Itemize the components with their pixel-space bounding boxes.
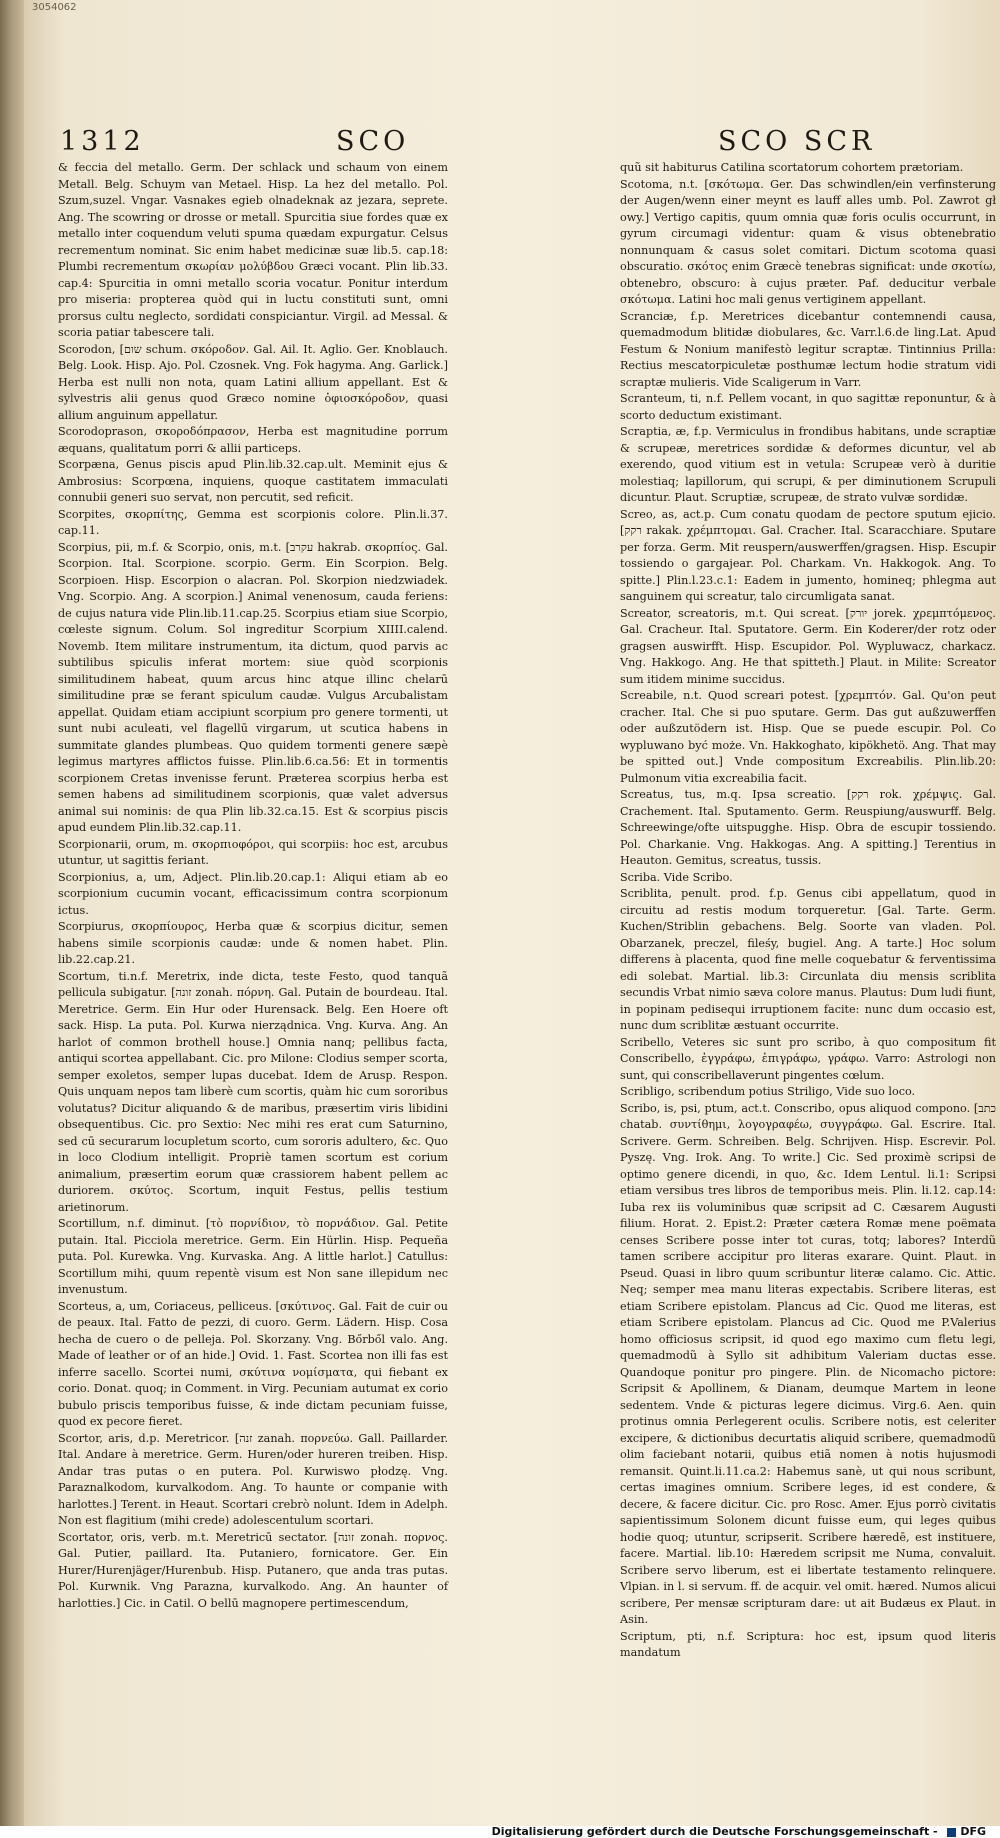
dictionary-entry: Scorpiurus, σκορπίουρος, Herba quæ & scorpius dicitur, semen habens simile scorpionis caudæ: unde & nomen habet. Plin. lib.22.cap.21. (58, 920, 448, 966)
digitization-footer (0, 1826, 1000, 1837)
dictionary-entry: Scotoma, n.t. [σκότωμα. Ger. Das schwindlen/ein verfinsterung der Augen/wenn einer meynt es lauff alles umb. Pol. Zawrot gł owy.] Vertigo capitis, quum omnia quæ foris oculis occurrunt, in gyrum circumagi videntur: quam & visus obtenebratio nonnunquam & casus solet comitari. Dictum scotoma quasi obscuratio. σκότος enim Græcè tenebras significat: unde σκοτίω, obtenebro, obscuro: à cujus præter. Paf. deducitur verbale σκότωμα. Latini hoc mali genus vertiginem appellant. (620, 177, 996, 306)
dictionary-entry: Scortum, ti.n.f. Meretrix, inde dicta, teste Festo, quod tanquã pellicula subigatur. [זונה zonah. πόρνη. Gal. Putain de bourdeau. Ital. Meretrice. Germ. Ein Hur oder Hurensack. Belg. Een Hoere oft sack. Hisp. La puta. Pol. Kurwa nierządnica. Vng. Kurva. Ang. An harlot of common brothell house.] Omnia nanq; pellibus facta, antiqui scortea appellabant. Cic. pro Milone: Clodius semper scorta, semper exoletos, semper lupas ducebat. Idem de Arusp. Respon. Quis unquam nepos tam liberè cum scortis, quàm hic cum sororibus volutatus? Dicitur aliquando & de maribus, præsertim viris libidini obsequentibus. Cic. pro Sextio: Nec mihi res erat cum Saturnino, sed cū securarum locupletum scorto, cum sororis adultero, &c. Quo in loco Clodium intelligit. Propriè tamen scortum est corium animalium, præsertim eorum quæ crassiorem habent pellem ac duriorem. σκύτος. Scortum, inquit Festus, pellis testium arietinorum. (58, 969, 448, 1214)
dictionary-entry: Scorpionius, a, um, Adject. Plin.lib.20.cap.1: Aliqui etiam ab eo scorpionium cucumin vocant, efficacissimum contra scorpionum ictus. (58, 870, 448, 917)
dictionary-entry: quũ sit habiturus Catilina scortatorum cohortem prætoriam. (620, 161, 964, 174)
dictionary-entry: Scorteus, a, um, Coriaceus, pelliceus. [σκύτινος. Gal. Fait de cuir ou de peaux. Ital. Fatto de pezzi, di cuoro. Germ. Lädern. Hisp. Cosa hecha de cuero o de pelleja. Pol. Skorzany. Vng. Bőrből valo. Ang. Made of leather or of an hide.] Ovid. 1. Fast. Scortea non illi fas est inferre sacello. Scortei numi, σκύτινα νομίσματα, qui fiebant ex corio. Donat. quoq; in Comment. in Virg. Pecuniam autumat ex corio bubulo priscis temporibus fuisse, & inde dictam pecuniam fuisse, quod ex pecore fieret. (58, 1299, 448, 1428)
dictionary-entry: Scriptum, pti, n.f. Scriptura: hoc est, ipsum quod literis mandatum (620, 1629, 996, 1659)
dictionary-entry: Scranteum, ti, n.f. Pellem vocant, in quo sagittæ reponuntur, & à scorto deductum existimant. (620, 392, 996, 422)
dictionary-entry: Scranciæ, f.p. Meretrices dicebantur contemnendi causa, quemadmodum blitidæ diobulares, &c. Varr.l.6.de ling.Lat. Apud Festum & Nonium manifestò legitur scraptæ. Tintinnius Prilla: Rectius mescatorpiculetæ posthumæ lectum hodie stratum vidi scraptæ mulieris. Vide Scaligerum in Varr. (620, 309, 996, 389)
dictionary-entry: Scortor, aris, d.p. Meretricor. [זנה zanah. πορνεύω. Gall. Paillarder. Ital. Andare à meretrice. Germ. Huren/oder hureren treiben. Hisp. Andar tras putas o en putera. Pol. Kurwiswo płodzę. Vng. Paraznalkodom, kurvalkodom. Ang. To haunte or companie with harlottes.] Terent. in Heaut. Scortari crebrò nolunt. Idem in Adelph. Non est flagitium (mihi crede) adolescentulum scortari. (58, 1431, 449, 1527)
dictionary-entry: & feccia del metallo. Germ. Der schlack und schaum von einem Metall. Belg. Schuym van Metael. Hisp. La hez del metallo. Pol. Szum,suzel. Vngar. Vasnakes egieb olnadeknak az jezara, seprete. Ang. The scowring or drosse or metall. Spurcitia siue fordes quæ ex metallo inter coquendum veluti spuma quædam expurgatur. Celsus recrementum nominat. Sic enim habet medicinæ suæ lib.5. cap.18: Plumbi recrementum σκωρίαν μολύβδου Græci vocant. Plin lib.33. cap.4: Spurcitia in omni metallo scoria vocatur. Ponitur interdum pro miseria: propterea quòd qui in luctu constituti sunt, omni prorsus cultu neglecto, sordidati conspiciantur. Virgil. ad Messal. & scoria patiar tabescere tali. (58, 161, 448, 339)
footer-credit (492, 1825, 986, 1838)
right-text-column (620, 160, 996, 1662)
catalog-mark: 3054062 (32, 2, 77, 13)
dictionary-entry: Scribello, Veteres sic sunt pro scribo, à quo compositum fit Conscribello, ἐγγράφω, ἐπιγράφω, γράφω. Varro: Astrologi non sunt, qui conscribellaverunt pingentes cœlum. (620, 1035, 996, 1082)
book-binding-gutter (0, 0, 24, 1837)
dictionary-entry: Scorodon, [שום schum. σκόροδον. Gal. Ail. It. Aglio. Ger. Knoblauch. Belg. Look. Hisp. Ajo. Pol. Czosnek. Vng. Fok hagyma. Ang. Garlick.] Herba est nulli non nota, quam Latini allium appellant. Est & sylvestris alii genus quod Græco nomine ὀφιοσκόροδον, quasi allium anguinum appellatur. (58, 342, 448, 422)
dictionary-entry: Scortator, oris, verb. m.t. Meretricū sectator. [זונה zonah. πορνος. Gal. Putier, paillard. Ita. Putaniero, fornicatore. Ger. Ein Hurer/Hurenjäger/Hurenbub. Hisp. Putanero, que anda tras putas. Pol. Kurwnik. Vng Parazna, kurvalkodo. Ang. An haunter of harlotties.] Cic. in Catil. O bellū magnopere pertimescendum, (58, 1530, 448, 1610)
running-head-right: SCO SCR (718, 126, 876, 157)
dfg-logo-icon (947, 1828, 956, 1837)
dictionary-entry: Scriblita, penult. prod. f.p. Genus cibi appellatum, quod in circuitu ad restis modum torqueretur. [Gal. Tarte. Germ. Kuchen/Striblin gebachens. Belg. Soorte van vladen. Pol. Obarzanek, preczel, fileśy, bugiel. Ang. A tarte.] Hoc solum differens à placenta, quod fine melle coquebatur & ferventissima edi solebat. Martial. lib.3: Circunlata diu mensis scriblita secundis Vrbat nimio sæva colore manus. Plautus: Dum ludi fiunt, in popinam pedisequi irruptionem facite: nunc dum occasio est, nunc dum scriblitæ æstuant occurrite. (620, 887, 996, 1032)
dictionary-entry: Screator, screatoris, m.t. Qui screat. [יורק jorek. χρεμπτόμενος. Gal. Cracheur. Ital. Sputatore. Germ. Ein Koderer/der rotz oder gragsen auswirfft. Hisp. Escupidor. Pol. Wypluwacz, charkacz. Vng. Hakkogo. Ang. He that spitteth.] Plaut. in Milite: Screator sum itidem minime succidus. (620, 606, 996, 686)
dictionary-entry: Scriba. Vide Scribo. (620, 870, 733, 884)
dictionary-entry: Scraptia, æ, f.p. Vermiculus in frondibus habitans, unde scraptiæ & scrupeæ, meretrices sordidæ & deformes dicuntur, vel ab exerendo, quod vitium est in vetula: Scrupeæ verò à duritie molestiaq; lapillorum, qui scrupi, & per diminutionem Scrupuli dicuntur. Plaut. Scruptiæ, scrupeæ, de strato vulvæ sordidæ. (620, 425, 996, 504)
dictionary-entry: Screo, as, act.p. Cum conatu quodam de pectore sputum ejicio. [רקק rakak. χρέμπτομαι. Gal. Cracher. Ital. Scaracchiare. Sputare per forza. Germ. Mit reuspern/auswerffen/gragsen. Hisp. Escupir tossiendo o gargajear. Pol. Charkam. Vn. Hakkogok. Ang. To spitte.] Plin.l.23.c.1: Eadem in jumento, homineq; phlegma aut sanguinem qui screatur, talo circumligata sanat. (620, 507, 996, 603)
dictionary-entry: Scorpius, pii, m.f. & Scorpio, onis, m.t. [עקרב hakrab. σκορπίος. Gal. Scorpion. Ital. Scorpione. scorpio. Germ. Ein Scorpion. Belg. Scorpioen. Hisp. Escorpion o alacran. Pol. Skorpion niedzwiadek. Vng. Scorpio. Ang. A scorpion.] Animal venenosum, cauda feriens: de cujus natura vide Plin.lib.11.cap.25. Scorpius etiam siue Scorpio, cœleste signum. Colum. Sol ingreditur Scorpium XIIII.calend. Novemb. Item militare instrumentum, ita dictum, quod parvis ac subtilibus spiculis inferat mortem: siue quòd scorpionis similitudinem habeat, quum arcus hinc atque illinc chelarū similitudine præ se ferant spiculum caudæ. Vulgus Arcubalistam appellat. Quidam etiam accipiunt scorpium pro genere tormenti, ut sunt nubi aculeati, vel flagellū virgarum, ut scutica habens in summitate glandes plumbeas. Quo quidem tormenti genere sæpè legimus martyres afflictos fuisse. Plin.lib.6.ca.56: Et in tormentis scorpionem Cretas invenisse ferunt. Præterea scorpius herba est semen habens ad similitudinem scorpionis, quæ valet adversus animal sui nominis: de qua Plin lib.32.ca.15. Est & scorpius piscis apud eundem Plin.lib.32.cap.11. (58, 540, 448, 834)
dfg-logo-text: DFG (960, 1825, 986, 1838)
dictionary-entry: Scortillum, n.f. diminut. [τὸ πορνίδιον, τὸ πορνάδιον. Gal. Petite putain. Ital. Picciola meretrice. Germ. Ein Hürlin. Hisp. Pequeña puta. Pol. Kurewka. Vng. Kurvaska. Ang. A little harlot.] Catullus: Scortillum mihi, quum repentè visum est Non sane illepidum nec invenustum. (58, 1217, 448, 1296)
running-head-left: SCO (336, 126, 410, 157)
page-number: 1312 (60, 126, 145, 157)
dictionary-entry: Scorodoprason, σκοροδόπρασον, Herba est magnitudine porrum æquans, qualitatum porri & allii particeps. (58, 425, 448, 455)
dictionary-entry: Scorpionarii, orum, m. σκορπιοφόροι, qui scorpiis: hoc est, arcubus utuntur, ut sagittis feriant. (58, 837, 448, 867)
left-text-column (58, 160, 448, 1612)
dictionary-entry: Scribo, is, psi, ptum, act.t. Conscribo, opus aliquod compono. [כתב chatab. συντίθημι, λογογραφέω, συγγράφω. Gal. Escrire. Ital. Scrivere. Germ. Schreiben. Belg. Schrijven. Hisp. Escrevir. Pol. Pyszę. Vng. Irok. Ang. To write.] Cic. Sed proximè scripsi de optimo genere dicendi, in quo, &c. Idem Lentul. li.1: Scripsi etiam versibus tres libros de temporibus meis. Plin. li.12. cap.14: Iuba rex iis voluminibus quæ scripsit ad C. Cæsarem Augusti filium. Horat. 2. Epist.2: Præter cætera Romæ mene poëmata censes Scribere posse inter tot curas, totq; labores? Interdũ tamen scribere accipitur pro literas exarare. Quint. Plaut. in Pseud. Quasi in libro quum scribuntur literæ calamo. Cic. Attic. Neq; semper mea manu literas expectabis. Scribere literas, est etiam Scribere epistolam. Plancus ad Cic. Quod me literas, est etiam Scribere epistolam. Plancus ad Cic. Quod me P.Valerius homo officiosus scripsit, id quod ego maximo cum fletu legi, quemadmodũ à Syllo sit adhibitum Valeriam ductas esse. Quandoque ponitur pro pingere. Plin. de Nicomacho pictore: Scripsit & Apollinem, & Dianam, deumque Martem in leone sedentem. Vnde & picturas legere dicimus. Virg.6. Aen. quin protinus omnia Perlegerent oculis. Scribere notis, est celeriter excipere, & dictionibus decurtatis aliquid scribere, quemadmodũ olim faciebant notarii, quibus etiã nomen à notis hujusmodi remansit. Quint.li.11.ca.2: Habemus sanè, ut qui nous scribunt, certas imagines omnium. Scribere leges, id est condere, & decere, & facere dicitur. Cic. pro Rosc. Amer. Ejus porrò civitatis sapientissimum Solonem dicunt fuisse eum, qui leges quibus hodie quoq; utuntur, scripserit. Scribere hæredē, est instituere, facere. Martial. lib.10: Hæredem scripsit me Numa, convaluit. Scribere servo liberum, est ei libertate testamento relinquere. Vlpian. in l. si servum. ff. de acquir. vel omit. hæred. Numos alicui scribere, Per mensæ scripturam dare: ut ait Budæus ex Plaut. in Asin. (620, 1101, 996, 1626)
footer-credit-text: Digitalisierung gefördert durch die Deutsche Forschungsgemeinschaft - (491, 1825, 938, 1838)
dictionary-entry: Scorpæna, Genus piscis apud Plin.lib.32.cap.ult. Meminit ejus & Ambrosius: Scorpœna, inquiens, quoque castitatem immaculati connubii generi suo servat, non percutit, sed reficit. (58, 458, 448, 504)
dictionary-entry: Screatus, tus, m.q. Ipsa screatio. [רקק rok. χρέμψις. Gal. Crachement. Ital. Sputamento. Germ. Reuspiung/auswurff. Belg. Schreewinge/ofte uitspugghe. Hisp. Obra de escupir tossiendo. Pol. Charkanie. Vng. Hakkogas. Ang. A spitting.] Terentius in Heauton. Gemitus, screatus, tussis. (620, 788, 996, 867)
dictionary-entry: Scribligo, scribendum potius Striligo, Vide suo loco. (620, 1085, 916, 1098)
dictionary-entry: Screabile, n.t. Quod screari potest. [χρεμπτόν. Gal. Qu'on peut cracher. Ital. Che si puo sputare. Germ. Das gut außzuwerffen oder außzutödern ist. Hisp. Que se puede escupir. Pol. Co wypluwano być może. Vn. Hakkoghato, kipökhetö. Ang. That may be spitted out.] Vnde compositum Excreabilis. Plin.lib.20: Pulmonum vitia excreabilia facit. (620, 689, 996, 785)
dictionary-entry: Scorpites, σκορπίτης, Gemma est scorpionis colore. Plin.li.37. cap.11. (58, 507, 448, 537)
scanned-page (24, 0, 1000, 1826)
